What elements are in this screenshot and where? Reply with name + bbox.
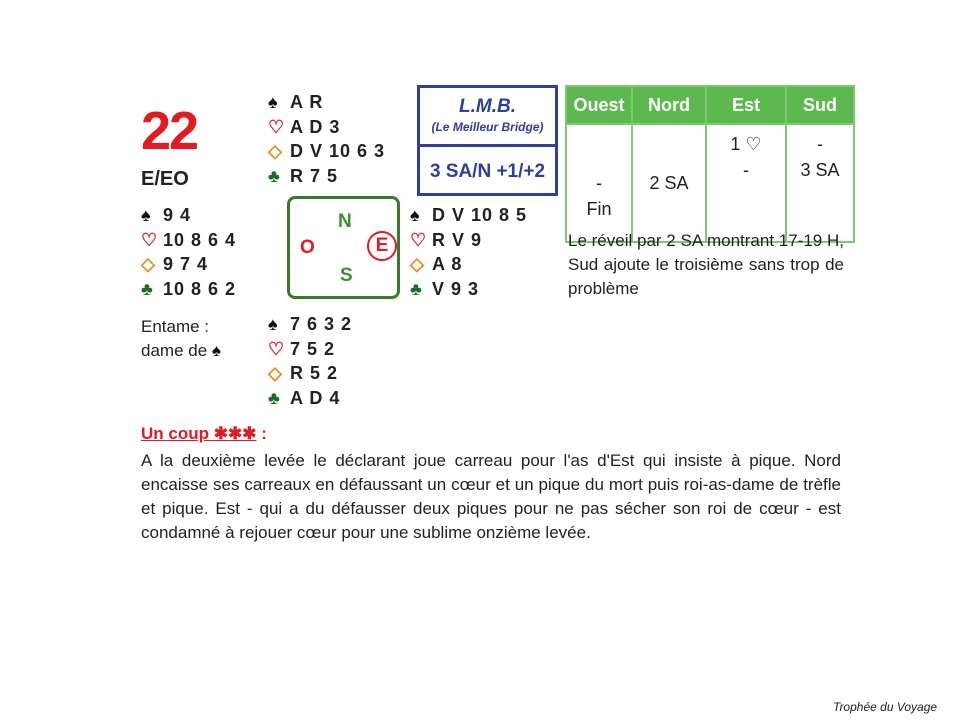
- club-icon: ♣: [268, 387, 281, 408]
- footer-label: Trophée du Voyage: [833, 700, 938, 714]
- coup-title: Un coup ✱✱✱: [141, 424, 257, 443]
- lmb-subtitle: (Le Meilleur Bridge): [431, 120, 544, 134]
- north-hearts: A D 3: [290, 116, 341, 137]
- south-diamonds: R 5 2: [290, 363, 339, 383]
- west-diamonds: 9 7 4: [163, 254, 209, 274]
- heart-icon: ♡: [268, 338, 286, 359]
- diamond-icon: ◇: [268, 141, 283, 161]
- lmb-title: L.M.B.: [459, 96, 516, 117]
- bidding-table: [565, 85, 855, 243]
- bid-header-sud: Sud: [786, 86, 854, 124]
- lead-card: dame de ♠: [141, 341, 221, 360]
- west-hearts: 10 8 6 4: [163, 229, 237, 250]
- coup-description: A la deuxième levée le déclarant joue carreau pour l'as d'Est qui insiste à pique. Nord encaisse ses carreaux en défaussant un cœur et un pique du mort puis roi-as-dame de trèfle et pique. Est - qui a du défausser deux piques pour ne pas sécher son roi de cœur - est condamné à rejouer cœur pour une sublime onzième levée.: [141, 451, 841, 542]
- east-hand: [410, 203, 527, 301]
- coup-heading: Un coup ✱✱✱ :: [141, 424, 267, 443]
- star-rating-icon: ✱✱✱: [213, 424, 257, 443]
- west-hand: [141, 203, 236, 301]
- compass-south: S: [340, 265, 353, 286]
- deal-number: 22: [141, 101, 198, 161]
- south-hearts: 7 5 2: [290, 338, 336, 359]
- spade-icon: ♠: [268, 92, 279, 112]
- bid-col-nord: 2 SA: [632, 124, 706, 242]
- bid-header-nord: Nord: [632, 86, 706, 124]
- club-icon: ♣: [141, 278, 154, 299]
- club-icon: ♣: [410, 278, 423, 299]
- east-clubs: V 9 3: [432, 278, 480, 299]
- east-spades: D V 10 8 5: [432, 205, 528, 225]
- bid-col-sud: - 3 SA: [786, 124, 854, 242]
- south-hand: [268, 312, 352, 410]
- bidding-comment: Le réveil par 2 SA montrant 17-19 H, Sud ajoute le troisième sans trop de problème: [568, 231, 844, 298]
- spade-icon: ♠: [141, 205, 152, 225]
- dealer-vulnerability: E/EO: [141, 168, 189, 190]
- south-spades: 7 6 3 2: [290, 314, 353, 334]
- east-diamonds: A 8: [432, 254, 463, 274]
- west-clubs: 10 8 6 2: [163, 278, 237, 299]
- north-diamonds: D V 10 6 3: [290, 141, 386, 161]
- south-clubs: A D 4: [290, 387, 341, 408]
- bid-col-ouest: - Fin: [566, 124, 632, 242]
- spade-icon: ♠: [268, 314, 279, 334]
- compass-box: [287, 196, 400, 299]
- heart-icon: ♡: [141, 229, 159, 250]
- lead-label: Entame :: [141, 317, 210, 336]
- west-spades: 9 4: [163, 205, 192, 225]
- north-clubs: R 7 5: [290, 165, 339, 186]
- bid-header-ouest: Ouest: [566, 86, 632, 124]
- spade-icon: ♠: [410, 205, 421, 225]
- compass-north: N: [338, 211, 352, 232]
- lmb-contract: 3 SA/N +1/+2: [429, 161, 546, 182]
- diamond-icon: ◇: [410, 254, 425, 274]
- lmb-box: [417, 85, 558, 196]
- compass-west: O: [300, 237, 315, 258]
- club-icon: ♣: [268, 165, 281, 186]
- diamond-icon: ◇: [268, 363, 283, 383]
- diamond-icon: ◇: [141, 254, 156, 274]
- compass-east-dealer: E: [367, 231, 397, 261]
- heart-icon: ♡: [268, 116, 286, 137]
- north-spades: A R: [290, 92, 324, 112]
- bid-col-est: 1 ♡ -: [706, 124, 786, 242]
- opening-lead: [141, 315, 221, 363]
- spade-icon: ♠: [211, 341, 221, 360]
- east-hearts: R V 9: [432, 229, 483, 250]
- north-hand: [268, 90, 385, 188]
- bid-header-est: Est: [706, 86, 786, 124]
- heart-icon: ♡: [410, 229, 428, 250]
